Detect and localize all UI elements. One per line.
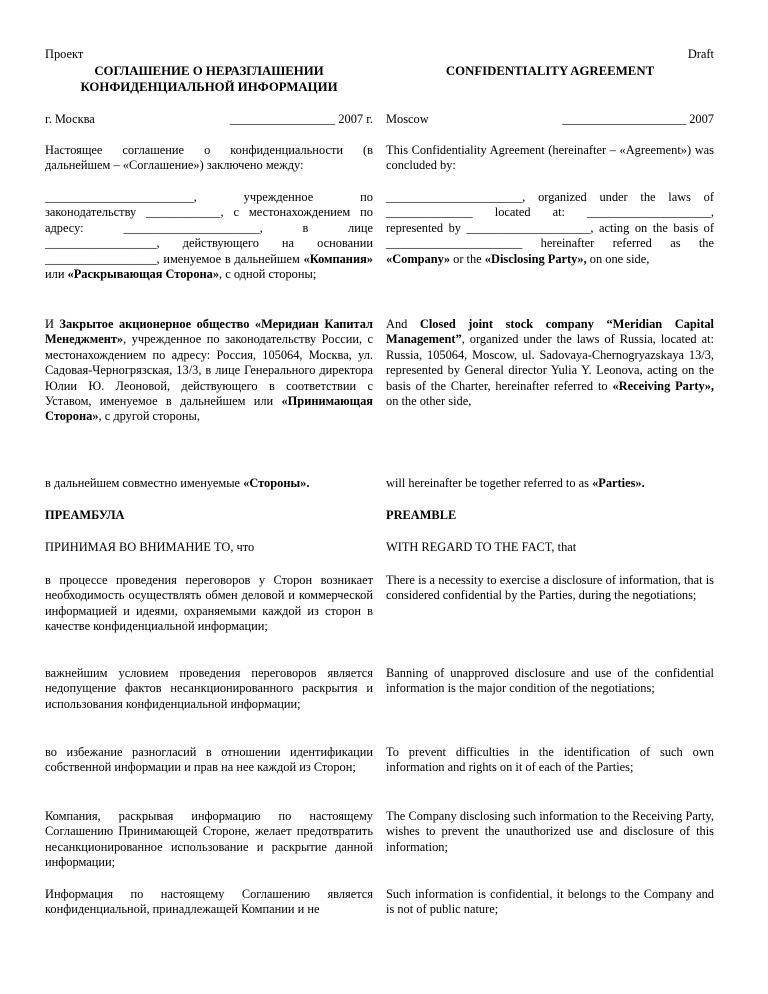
party1-en-company: «Company»: [386, 251, 451, 266]
preamble-heading-ru-text: ПРЕАМБУЛА: [45, 508, 125, 522]
party1-ru-disclosing: «Раскрывающая Сторона»: [67, 267, 220, 282]
clause-ru: Информация по настоящему Соглашению является конфиденциальной, принадлежащей Компании и не: [45, 887, 373, 917]
parties-en-text: will hereinafter be together referred to as: [386, 476, 593, 490]
clause-en: To prevent difficulties in the identification of such own information and rights on it of each of the Parties;: [386, 745, 714, 775]
clause-en: There is a necessity to exercise a disclosure of information, that is considered confidential by the Parties, during the negotiations;: [386, 573, 714, 603]
parties-ru: [45, 476, 373, 491]
place-date-en: [386, 112, 714, 127]
party2-en-end: on the other side,: [386, 394, 472, 409]
whereas-ru: ПРИНИМАЯ ВО ВНИМАНИЕ ТО, что: [45, 540, 255, 554]
intro-en: This Confidentiality Agreement (hereinafter – «Agreement») was concluded by:: [386, 143, 714, 173]
parties-ru-text: в дальнейшем совместно именуемые: [45, 476, 244, 490]
party1-ru-company: «Компания»: [303, 251, 373, 266]
whereas-en: WITH REGARD TO THE FACT, that: [386, 540, 577, 554]
party1-en-end: on one side,: [586, 251, 650, 266]
page-title-ru: [45, 63, 373, 95]
title-ru-line1: СОГЛАШЕНИЕ О НЕРАЗГЛАШЕНИИ: [94, 64, 324, 78]
party2-ru-name: Закрытое акционерное общество «Меридиан Капитал Менеджмент»: [45, 317, 374, 347]
intro-ru: Настоящее соглашение о конфиденциальности (в дальнейшем – «Соглашение») заключено между:: [45, 143, 373, 173]
draft-label-ru: Проект: [45, 47, 84, 61]
party1-ru-text: ________________________, учрежденное по законодательству ____________, с местонахождением по адресу: ______________________, в лице __________________, действующего на основании __________________, именуемое в дальнейшем: [45, 190, 373, 266]
clause-en: The Company disclosing such information to the Receiving Party, wishes to prevent the unauthorized use and disclosure of this information;: [386, 809, 714, 854]
party2-ru-text: , учрежденное по законодательству России, с местонахождением по адресу: Россия, 105064, Москва, ул. Садовая-Черногрязская, 13/3, в лице Генерального директора Юлии Ю. Леоновой, действующего в соответствии с Уставом, именуемое в дальнейшем или: [45, 332, 373, 409]
date-en: ____________________ 2007: [562, 112, 714, 126]
party2-ru-start: И: [45, 317, 60, 331]
clause-ru: во избежание разногласий в отношении идентификации собственной информации и прав на нее каждой из Сторон;: [45, 745, 373, 775]
parties-en-bold: «Parties».: [592, 476, 645, 490]
place-date-ru: [45, 112, 373, 127]
date-ru: _________________ 2007 г.: [229, 112, 373, 126]
city-ru: г. Москва: [45, 112, 95, 126]
clause-en: Banning of unapproved disclosure and use of the confidential information is the major condition of the negotiations;: [386, 666, 714, 696]
draft-label-en: Draft: [687, 47, 714, 61]
parties-en: [386, 476, 714, 491]
party1-ru-end: , с одной стороны;: [219, 267, 317, 282]
title-ru-line2: КОНФИДЕНЦИАЛЬНОЙ ИНФОРМАЦИИ: [80, 80, 338, 94]
page-title-en: CONFIDENTIALITY AGREEMENT: [445, 64, 655, 78]
party2-ru-end: , с другой стороны,: [98, 409, 200, 424]
party2-en: [386, 317, 714, 409]
party1-en-mid: or the: [450, 251, 485, 266]
preamble-heading-en-text: PREAMBLE: [386, 508, 457, 522]
party2-ru-receiving: «Принимающая Сторона»: [45, 394, 373, 424]
city-en: Moscow: [386, 112, 429, 126]
clause-ru: Компания, раскрывая информацию по настоящему Соглашению Принимающей Стороне, желает предотвратить несанкционированное использование и раскрытие данной информации;: [45, 809, 373, 870]
party1-ru-mid: или: [45, 267, 68, 282]
parties-ru-bold: «Стороны».: [243, 476, 310, 490]
party2-en-receiving: «Receiving Party»,: [612, 378, 714, 393]
party2-ru: [45, 317, 373, 425]
preamble-heading-ru: [45, 508, 373, 523]
preamble-heading-en: [386, 508, 714, 523]
party2-en-start: And: [386, 317, 420, 331]
party1-en-disclosing: «Disclosing Party»,: [484, 251, 587, 266]
party1-en-text: ______________________, organized under the laws of ______________ located at: ____________________, represented by ____________________, acting on the basis of ______________________ hereinafter referred as the: [386, 190, 714, 251]
party1-en: [386, 190, 714, 267]
party2-en-name: Closed joint stock company “Meridian Capital Management”: [386, 317, 714, 347]
clause-en: Such information is confidential, it belongs to the Company and is not of public nature;: [386, 887, 714, 917]
clause-ru: важнейшим условием проведения переговоров является недопущение фактов несанкционированного раскрытия и использования конфиденциальной информации;: [45, 666, 373, 711]
clause-ru: в процессе проведения переговоров у Сторон возникает необходимость осуществлять обмен деловой и коммерческой информацией и идеями, охраняемыми каждой из сторон в качестве конфиденциальной информации;: [45, 573, 373, 634]
party2-en-text: , organized under the laws of Russia, located at: Russia, 105064, Moscow, ul. Sadovaya-Chernogryazskaya 13/3, represented by General director Yulia Y. Leonova, acting on the basis of the Charter, hereinafter referred to: [386, 332, 714, 393]
party1-ru: [45, 190, 373, 282]
